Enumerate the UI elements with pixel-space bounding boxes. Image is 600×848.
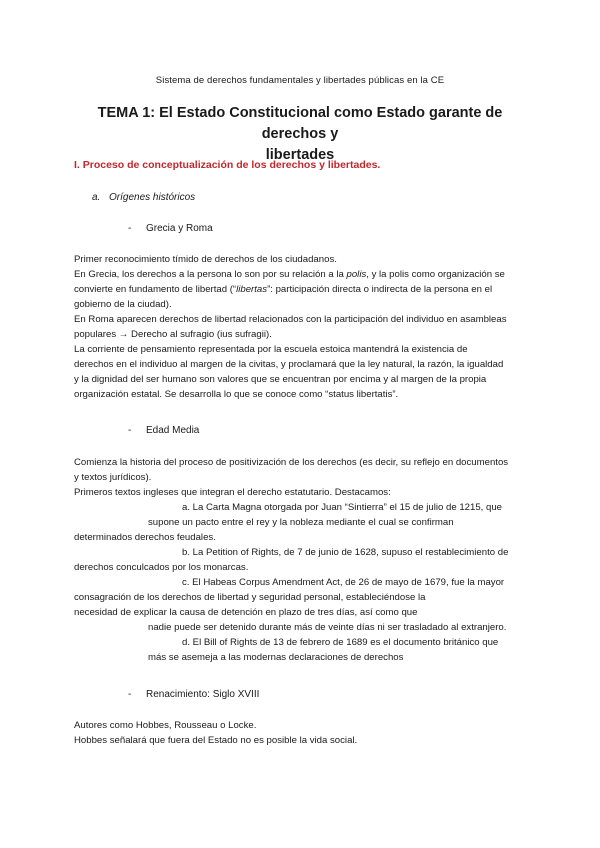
bullet-dash: - <box>128 425 132 436</box>
document-title <box>90 103 510 166</box>
list-item-a-cont: determinados derechos feudales. <box>74 532 216 543</box>
list-item-b-cont: derechos conculcados por los monarcas. <box>74 562 249 573</box>
bullet-edad-media <box>128 425 199 436</box>
bullet-renacimiento <box>128 689 259 700</box>
text-line: Primeros textos ingleses que integran el derecho estatutario. Destacamos: <box>74 487 391 498</box>
page-header: Sistema de derechos fundamentales y libertades públicas en la CE <box>155 75 445 86</box>
bullet-dash: - <box>128 689 132 700</box>
text-line: y textos jurídicos). <box>74 472 152 483</box>
subsection-heading <box>92 192 195 203</box>
text-line: Primer reconocimiento tímido de derechos de los ciudadanos. <box>74 254 337 265</box>
bullet-label: Renacimiento: Siglo XVIII <box>146 689 260 700</box>
text-line: Hobbes señalará que fuera del Estado no es posible la vida social. <box>74 735 358 746</box>
text-line: populares → Derecho al sufragio (ius sufragii). <box>74 329 272 340</box>
list-item-d: d. El Bill of Rights de 13 de febrero de 1689 es el documento británico que <box>182 637 499 648</box>
text-line: derechos en el individuo al margen de la civitas, y proclamará que la ley natural, la razón, la igualdad <box>74 359 504 370</box>
text-line: organización estatal. Se desarrolla lo que se conoce como “status libertatis”. <box>74 389 399 400</box>
list-item-a: a. La Carta Magna otorgada por Juan “Sintierra” el 15 de julio de 1215, que <box>182 502 502 513</box>
list-item-a-cont: supone un pacto entre el rey y la nobleza mediante el cual se confirman <box>148 517 454 528</box>
subsection-text: Orígenes históricos <box>109 192 196 203</box>
text-line: y la dignidad del ser humano son valores que se encuentran por encima y al margen de la propia <box>74 374 487 385</box>
list-item-c-cont: nadie puede ser detenido durante más de veinte días ni ser trasladado al extranjero. <box>148 622 507 633</box>
text-line: convierte en fundamento de libertad (“libertas”: participación directa o indirecta de la persona en el <box>74 284 493 295</box>
list-item-c-cont: necesidad de explicar la causa de detención en plazo de tres días, así como que <box>74 607 418 618</box>
title-line-1: TEMA 1: El Estado Constitucional como Estado garante de derechos y <box>97 105 503 142</box>
bullet-label: Grecia y Roma <box>146 223 213 234</box>
text-line: En Roma aparecen derechos de libertad relacionados con la participación del individuo en asambleas <box>74 314 507 325</box>
section-heading: I. Proceso de conceptualización de los derechos y libertades. <box>74 159 381 171</box>
bullet-grecia-roma <box>128 223 213 234</box>
subsection-label: a. <box>92 192 101 203</box>
text-line: Autores como Hobbes, Rousseau o Locke. <box>74 720 257 731</box>
list-item-d-cont: más se asemeja a las modernas declaraciones de derechos <box>148 652 404 663</box>
text-line: En Grecia, los derechos a la persona lo son por su relación a la polis, y la polis como organización se <box>74 269 505 280</box>
list-item-b: b. La Petition of Rights, de 7 de junio de 1628, supuso el restablecimiento de <box>182 547 509 558</box>
paragraph-edad-media <box>74 455 530 665</box>
paragraph-renacimiento <box>74 718 530 748</box>
bullet-label: Edad Media <box>146 425 200 436</box>
text-line: La corriente de pensamiento representada por la escuela estoica mantendrá la existencia de <box>74 344 468 355</box>
bullet-dash: - <box>128 223 132 234</box>
text-line: Comienza la historia del proceso de positivización de los derechos (es decir, su reflejo en documentos <box>74 457 509 468</box>
list-item-c-cont: consagración de los derechos de libertad y seguridad personal, estableciéndose la <box>74 592 426 603</box>
text-line: gobierno de la ciudad). <box>74 299 172 310</box>
title-line-2: libertades <box>265 147 335 163</box>
list-item-c: c. El Habeas Corpus Amendment Act, de 26 de mayo de 1679, fue la mayor <box>182 577 505 588</box>
paragraph-grecia-roma <box>74 252 530 402</box>
